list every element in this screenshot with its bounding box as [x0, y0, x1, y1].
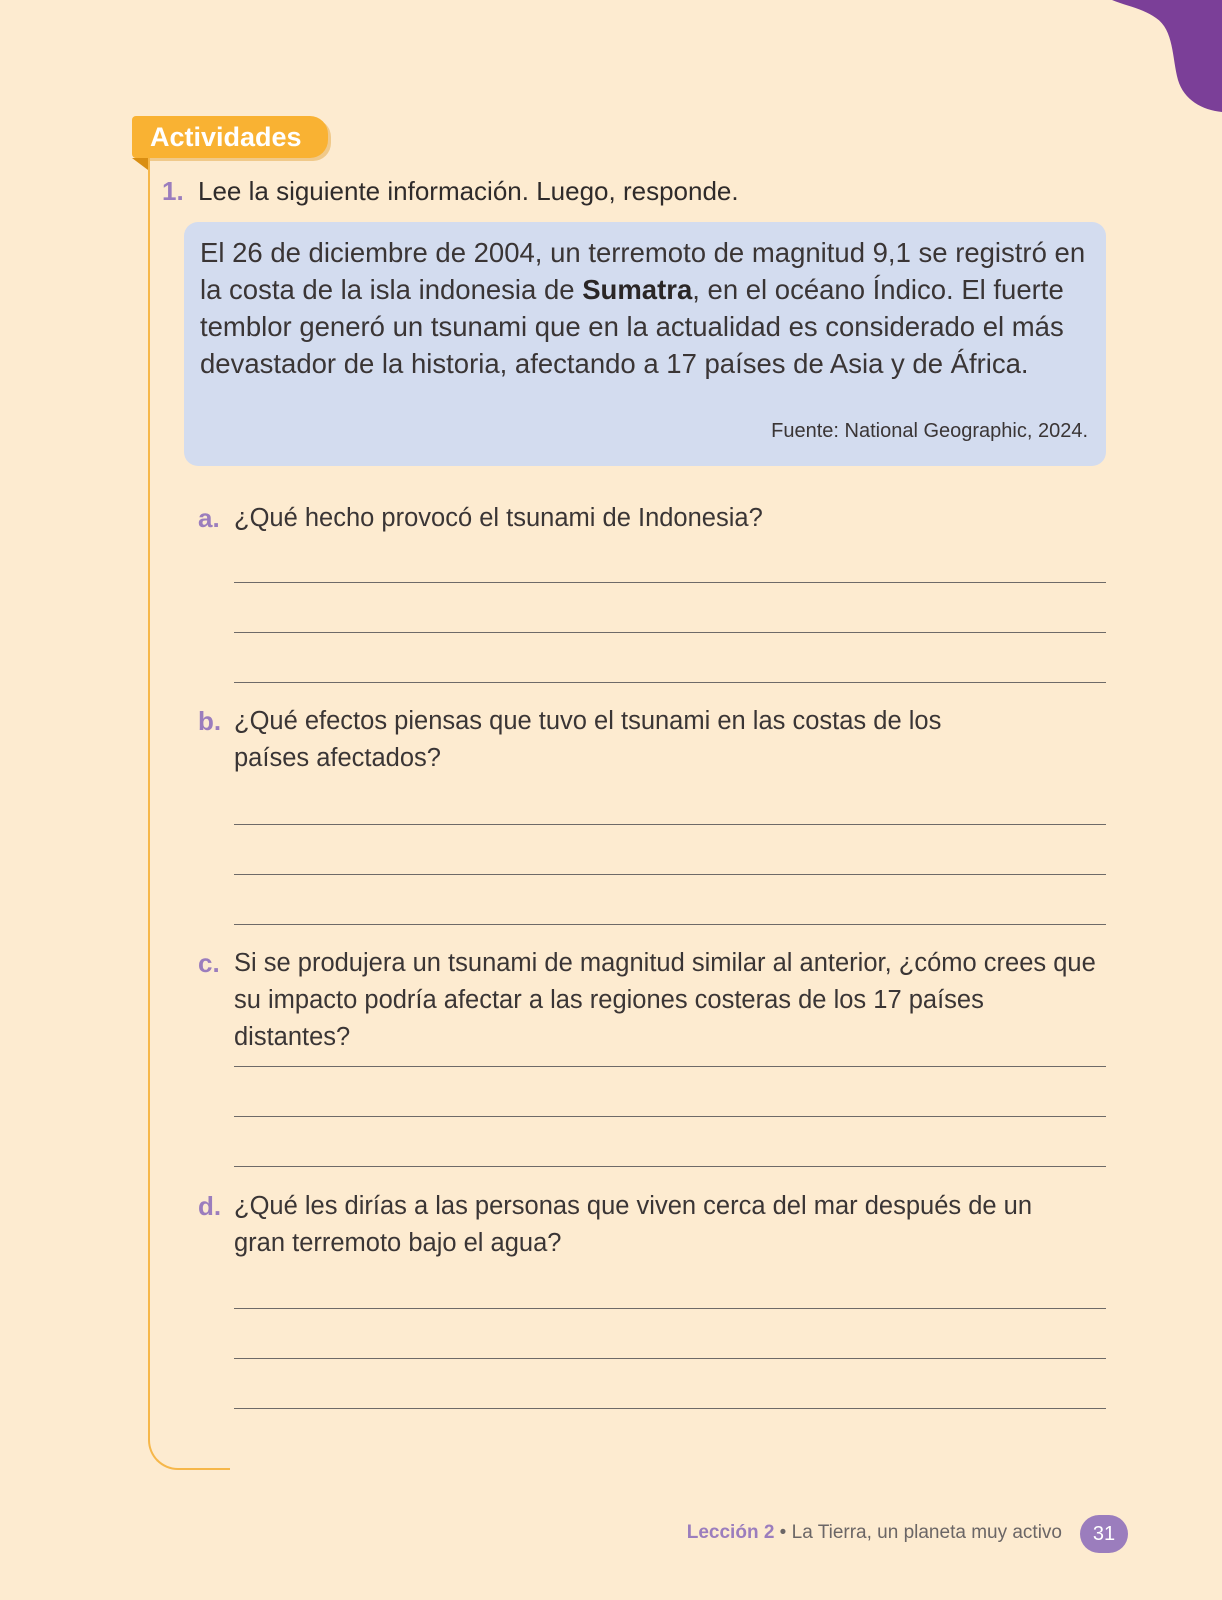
sub-question-letter: a.: [198, 503, 220, 533]
answer-line-d2[interactable]: [234, 1358, 1106, 1359]
corner-decoration: [1112, 0, 1222, 112]
answer-line-b1[interactable]: [234, 824, 1106, 825]
answer-line-d3[interactable]: [234, 1408, 1106, 1409]
answer-line-b2[interactable]: [234, 874, 1106, 875]
answer-line-a3[interactable]: [234, 682, 1106, 683]
answer-line-a1[interactable]: [234, 582, 1106, 583]
question-number: 1.: [162, 176, 184, 206]
answer-line-c2[interactable]: [234, 1116, 1106, 1117]
answer-line-c3[interactable]: [234, 1166, 1106, 1167]
info-text: El 26 de diciembre de 2004, un terremoto de magnitud 9,1 se registró en la costa de la isla indonesia de Sumatra, en el océano Índico. El fuerte temblor generó un tsunami que en la actualidad es considerado el más devastador de la historia, afectando a 17 países de Asia y de África.: [200, 237, 1086, 379]
answer-line-d1[interactable]: [234, 1308, 1106, 1309]
footer-topic: La Tierra, un planeta muy activo: [791, 1522, 1062, 1543]
page-footer: [687, 1522, 1062, 1544]
info-source: Fuente: National Geographic, 2024.: [771, 420, 1088, 442]
answer-line-c1[interactable]: [234, 1066, 1106, 1067]
footer-separator: •: [774, 1522, 792, 1543]
sub-question-text: ¿Qué efectos piensas que tuvo el tsunami en las costas de los países afectados?: [234, 707, 942, 772]
tab-notch: [132, 158, 148, 170]
info-box: [184, 222, 1106, 466]
sub-question-text: ¿Qué les dirías a las personas que viven cerca del mar después de un gran terremoto bajo el agua?: [234, 1192, 1033, 1257]
sub-question-letter: d.: [198, 1191, 222, 1221]
answer-line-b3[interactable]: [234, 924, 1106, 925]
activities-tab: Actividades: [132, 116, 328, 158]
answer-line-a2[interactable]: [234, 632, 1106, 633]
sub-question-letter: c.: [198, 948, 220, 978]
sub-question-text: ¿Qué hecho provocó el tsunami de Indonesia?: [234, 504, 763, 532]
footer-lesson: Lección 2: [686, 1522, 775, 1543]
sub-question-text: Si se produjera un tsunami de magnitud similar al anterior, ¿cómo crees que su impacto podría afectar a las regiones costeras de los 17 países distantes?: [234, 949, 1096, 1051]
sub-question-letter: b.: [198, 706, 222, 736]
question-prompt: Lee la siguiente información. Luego, responde.: [198, 176, 739, 206]
info-highlight: Sumatra: [582, 274, 693, 305]
page-number-badge: 31: [1080, 1515, 1128, 1553]
